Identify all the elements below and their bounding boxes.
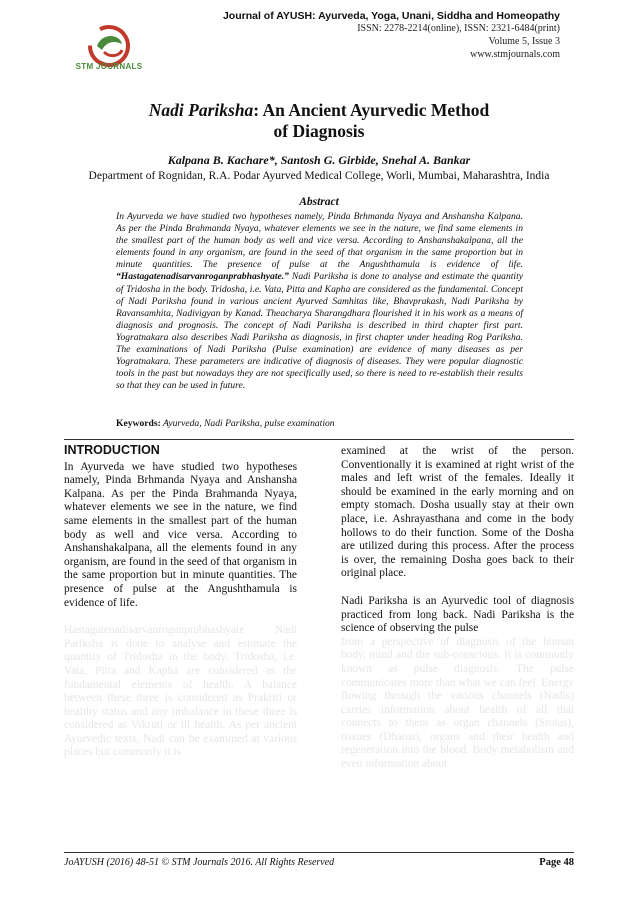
abstract-part1: In Ayurveda we have studied two hypotheses namely, Pinda Brhmanda Nyaya and Anshansha Kalpana. As per the Pinda Brahmanda Nyaya, whatever elements we see in the nature, we find same elements in the smallest part of the human body as well and vice versa. According to Anshanshakalpana, all the elements found in any organism, are found in the seed of that organism in the same proportion but in minute quantities. The presence of pulse at the Angushthamula is evidence of life. xyxy=(116,211,523,271)
keywords-list: Ayurveda, Nadi Pariksha, pulse examination xyxy=(160,418,335,429)
divider-top xyxy=(64,439,574,440)
title-italic: Nadi Pariksha xyxy=(148,100,254,120)
intro-heading: INTRODUCTION xyxy=(64,443,160,457)
abstract-text xyxy=(116,211,523,392)
footer-citation: JoAYUSH (2016) 48-51 © STM Journals 2016. All Rights Reserved xyxy=(64,857,335,868)
right-column xyxy=(341,445,574,786)
journal-issn: ISSN: 2278-2214(online), ISSN: 2321-6484(print) xyxy=(357,23,560,34)
right-paragraph-2: Nadi Pariksha is an Ayurvedic tool of diagnosis practiced from long back. Nadi Pariksha is the science of observing the pulse xyxy=(341,594,574,635)
title-rest: : An Ancient Ayurvedic Method xyxy=(253,100,490,120)
right-paragraph-1: examined at the wrist of the person. Conventionally it is examined at right wrist of the males and left wrist of the females. Ideally it should be examined in the early morning and on empty stomach. Dosha usually stay at their own place, i.e. Ashrayasthana and come in the body hollows to do their function. Some of the Dosha are utilized during this process. After the process is over, the remaining Dosha goes back to their original place. xyxy=(341,445,574,580)
left-faded-paragraph: Hastagatenadisarvanroganprabhashyate Nadi Pariksha is done to analyse and estimate the quantity of Tridosha in the body. Tridosha, i.e. Vata, Pitta and Kapha are considered as the fundamental elements of health. A balance between these three is considered as Prakriti or healthy status and any imbalance in these three is considered as Vikruti or ill health. As per ancient Ayurvedic texts, Nadi can be examined at various places but commonly it is xyxy=(64,624,297,759)
paper-title xyxy=(64,100,574,142)
keywords xyxy=(116,418,523,429)
right-faded-paragraph: from a perspective of diagnosis of the human body, mind and the sub-conscious. It is commonly known as pulse diagnosis. The pulse communicates more than what we can feel. Energy flowing through the various channels (Nadis) carries information about health of all that connects to them as organ channels (Srotas), tissues (Dhatus), organs and their health and regeneration into the blood. Body metabolism and even information about xyxy=(341,635,574,771)
journal-title: Journal of AYUSH: Ayurveda, Yoga, Unani, Siddha and Homeopathy xyxy=(222,10,560,22)
page-number: Page 48 xyxy=(539,857,574,868)
title-line2: of Diagnosis xyxy=(273,121,365,141)
journal-header xyxy=(223,10,560,61)
journal-website[interactable]: www.stmjournals.com xyxy=(470,49,560,60)
abstract-quote: “Hastagatenadisarvanroganprabhashyate.” xyxy=(116,271,289,283)
divider-bottom xyxy=(64,852,574,853)
abstract-heading: Abstract xyxy=(299,196,339,208)
left-column xyxy=(64,444,297,774)
keywords-label: Keywords: xyxy=(116,418,161,429)
authors: Kalpana B. Kachare*, Santosh G. Girbide, Snehal A. Bankar xyxy=(167,153,471,167)
journal-volume: Volume 5, Issue 3 xyxy=(488,36,560,47)
abstract-part2: Nadi Pariksha is done to analyse and estimate the quantity of Tridosha in the body. Tridosha, i.e. Vata, Pitta and Kapha are considered as the fundamental. Concept of Nadi Pariksha found in various ancient Ayurved Samhitas like, Bhavprakash, Nadi Pariksha by Ravansamhita, Nadivigyan by Kanad. Theacharya Sharangdhara flourished it in his work as a means of diagnosis and prognosis. The concept of Nadi Pariksha is described in third chapter first part. Yogratnakara also describes Nadi Pariksha as diagnosis, in first chapter under heading Rog Pariksha. The examinations of Nadi Pariksha (Pulse examination) are evidence of many diseases as per Yogratnakara. These parameters are indicative of diagnosis of diseases. They were popular diagnostic tools in the past but nowadays they are not specifically used, so there is need to re-establish their results so that they can be used in future. xyxy=(116,271,523,392)
logo-label: STM JOURNALS xyxy=(75,62,143,71)
affiliation: Department of Rognidan, R.A. Podar Ayurved Medical College, Worli, Mumbai, Maharashtra, India xyxy=(88,170,550,182)
left-paragraph-1: In Ayurveda we have studied two hypotheses namely, Pinda Brhmanda Nyaya and Anshansha Kalpana. As per the Pinda Brahmanda Nyaya, whatever elements we see in the nature, we find same elements in the smallest part of the human body as well and vice versa. According to Anshanshakalpana, all the elements found in any organism, are found in the seed of that organism in the same proportion but in minute quantities. The presence of pulse at the Angushthamula is evidence of life. xyxy=(64,460,297,609)
